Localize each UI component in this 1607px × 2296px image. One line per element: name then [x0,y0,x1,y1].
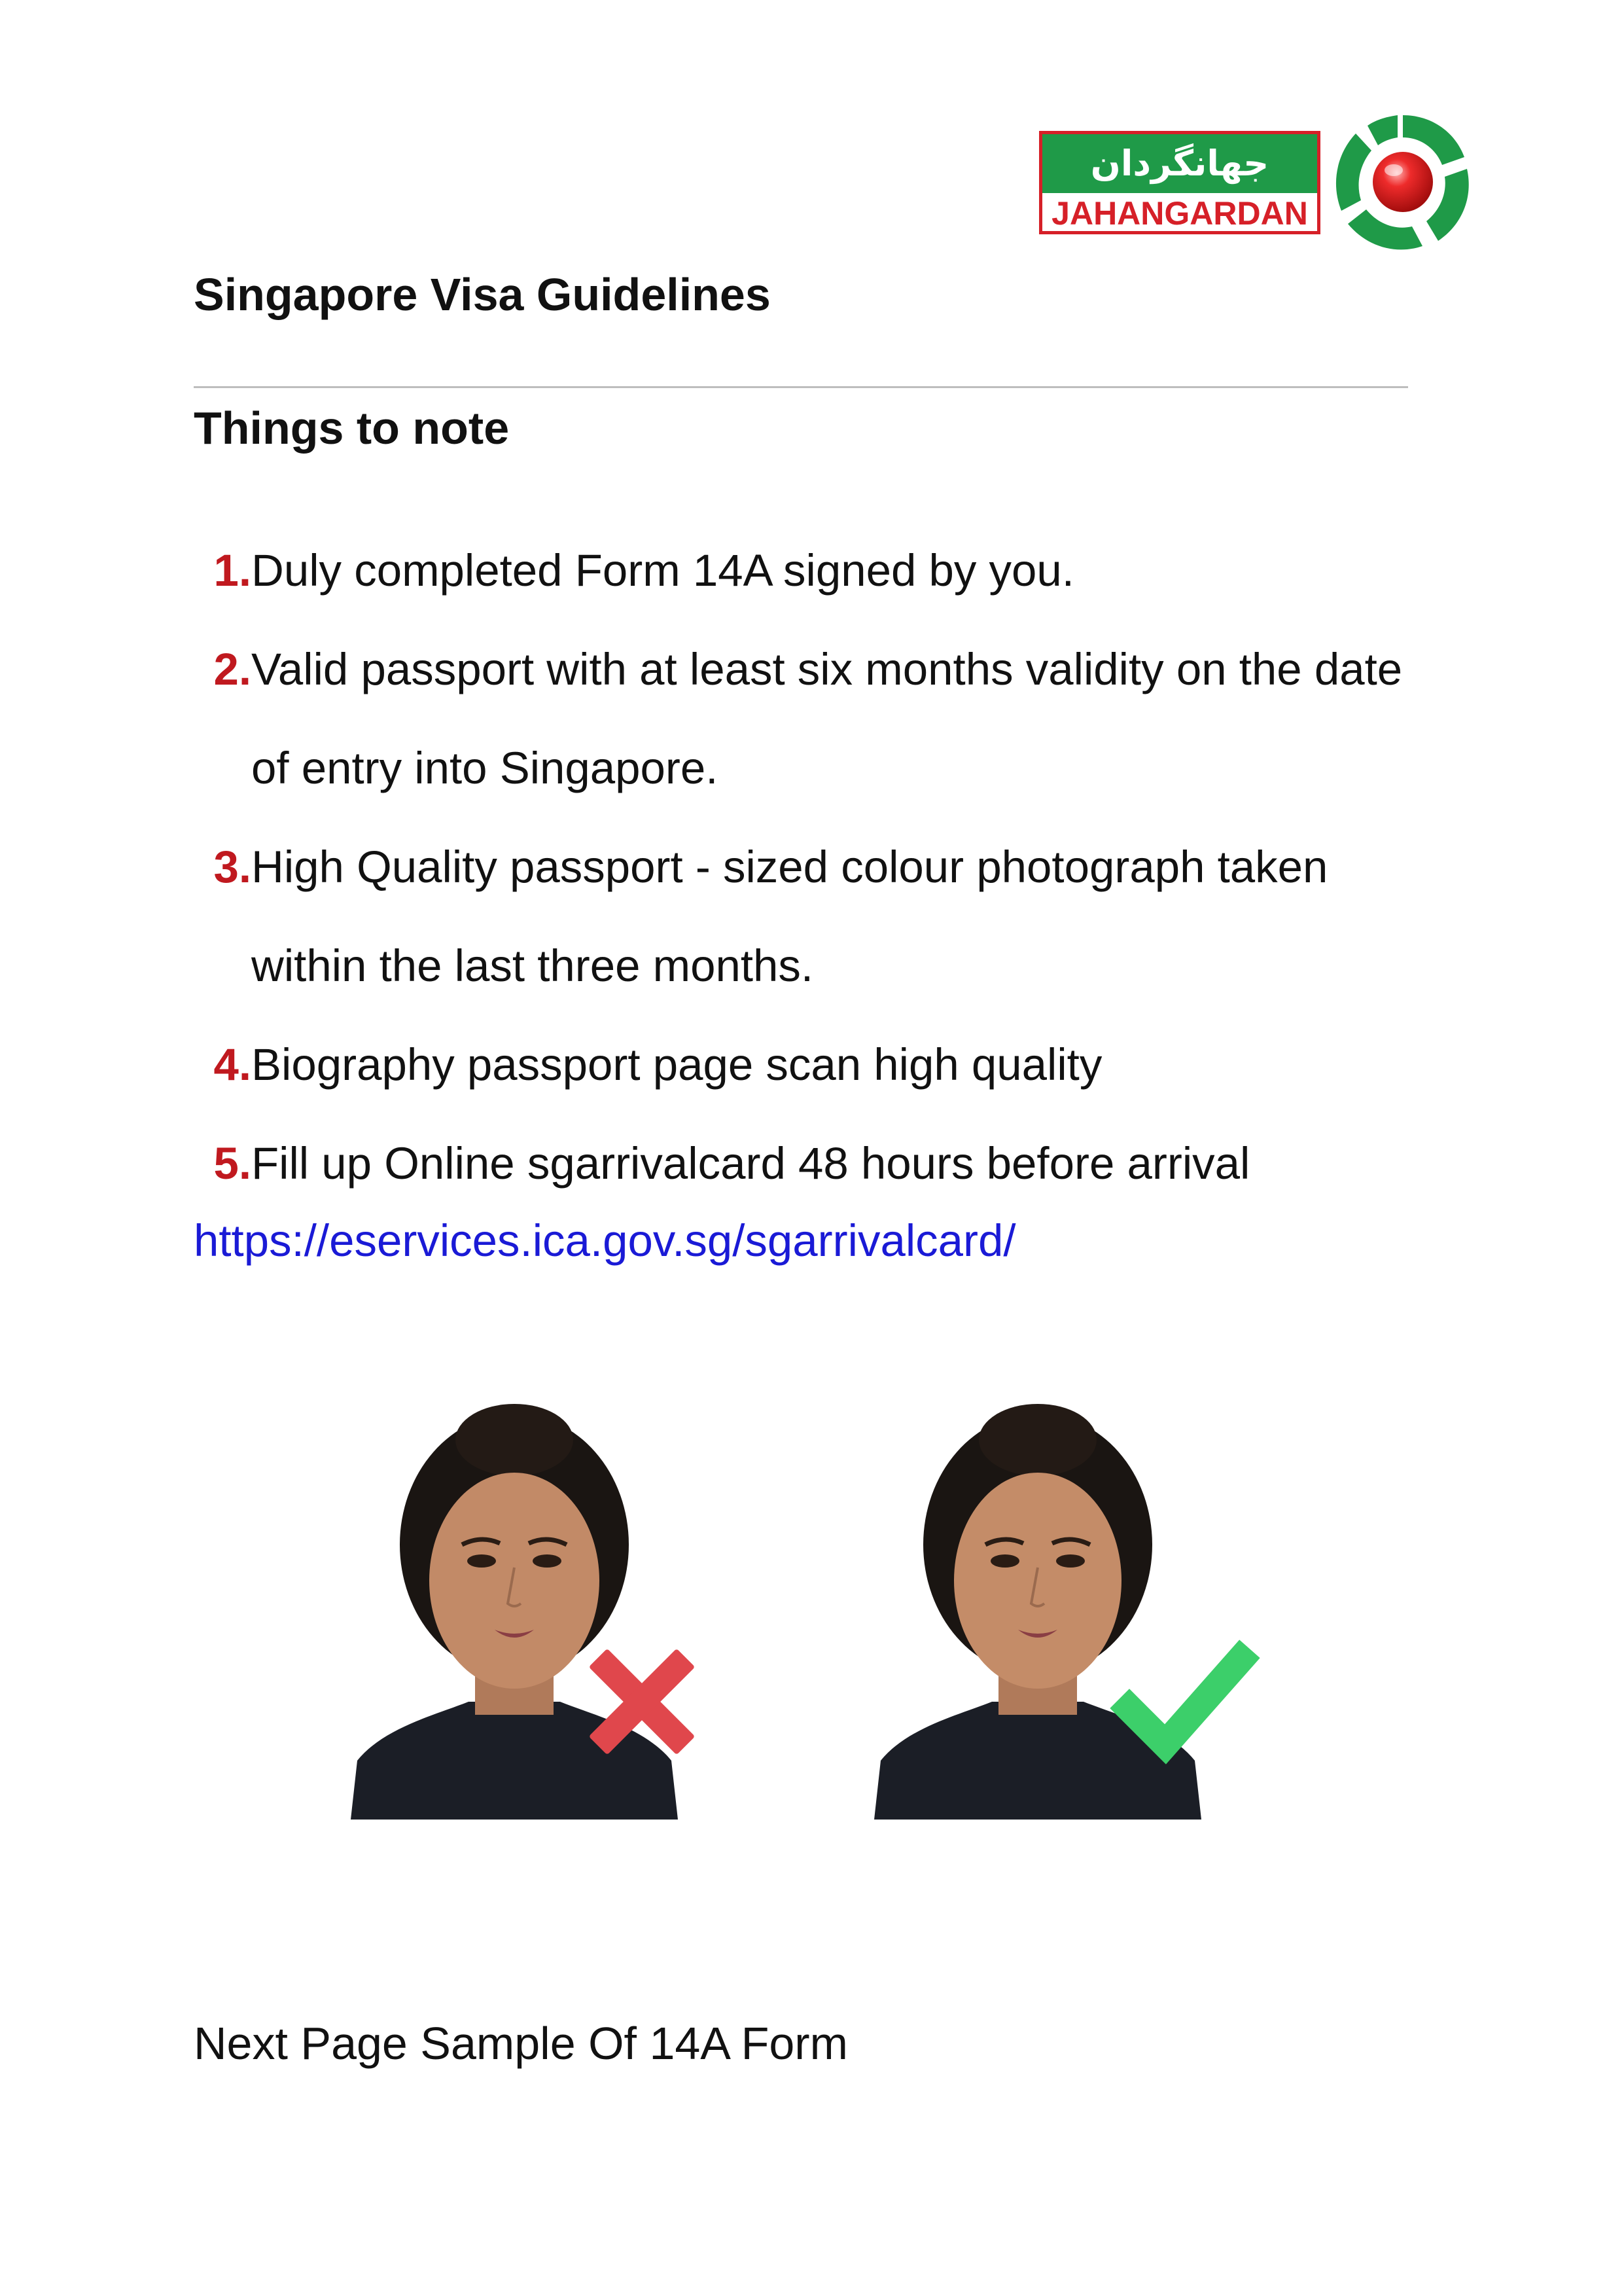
requirements-list [194,521,1437,1213]
logo-wordmark [1039,131,1320,234]
list-item-text: Valid passport with at least six months validity on the date of entry into Singapore. [251,644,1403,793]
jahangardan-emblem-icon [1327,106,1479,258]
list-item [194,521,1437,620]
title-divider [194,386,1408,388]
list-item [194,1114,1437,1213]
page-title: Singapore Visa Guidelines [194,269,771,320]
photo-examples [253,1394,1326,1826]
section-subtitle: Things to note [194,403,510,454]
incorrect-photo-example [253,1394,776,1826]
list-item-number: 2. [213,644,251,694]
sgarrivalcard-link[interactable]: https://eservices.ica.gov.sg/sgarrivalcard/ [194,1215,1016,1266]
list-item-text: High Quality passport - sized colour photograph taken within the last three months. [251,842,1328,991]
list-item-text: Duly completed Form 14A signed by you. [251,545,1074,596]
logo-persian-text: جهانگردان [1042,134,1317,193]
list-item-number: 5. [213,1138,251,1189]
list-item [194,620,1437,817]
list-item [194,817,1437,1015]
list-item-number: 4. [213,1039,251,1090]
correct-photo-example [789,1394,1313,1826]
list-item-text: Fill up Online sgarrivalcard 48 hours before arrival [251,1138,1250,1189]
next-page-note: Next Page Sample Of 14A Form [194,2018,848,2069]
jahangardan-logo [1039,106,1476,258]
list-item [194,1015,1437,1114]
list-item-number: 3. [213,842,251,892]
logo-latin-text: JAHANGARDAN [1051,195,1308,232]
list-item-number: 1. [213,545,251,596]
list-item-text: Biography passport page scan high quality [251,1039,1103,1090]
